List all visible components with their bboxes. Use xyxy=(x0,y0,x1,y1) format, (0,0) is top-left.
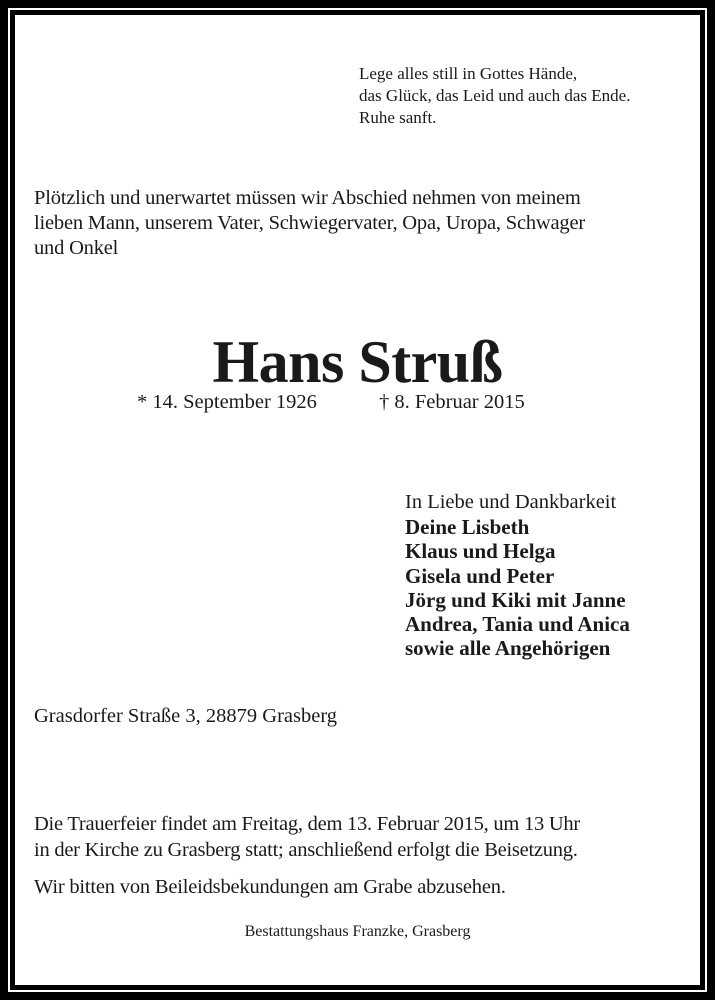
motto-line: das Glück, das Leid und auch das Ende. xyxy=(359,86,631,105)
death-date: † 8. Februar 2015 xyxy=(379,391,525,413)
obituary-page xyxy=(15,15,700,985)
mourner-item: Jörg und Kiki mit Janne xyxy=(405,587,626,612)
intro-line: und Onkel xyxy=(34,237,119,259)
intro-line: Plötzlich und unerwartet müssen wir Abschied nehmen von meinem xyxy=(34,187,581,209)
mourner-item: Gisela und Peter xyxy=(405,563,555,588)
mourners-list xyxy=(405,515,630,661)
funeral-service-info xyxy=(34,811,580,863)
announcement-intro xyxy=(34,186,585,261)
mourner-item: Klaus und Helga xyxy=(405,539,556,564)
motto-line: Ruhe sanft. xyxy=(359,108,437,127)
mourner-item: Andrea, Tania und Anica xyxy=(405,612,630,637)
memorial-motto xyxy=(359,63,630,129)
service-line: Die Trauerfeier findet am Freitag, dem 13. Februar 2015, um 13 Uhr xyxy=(34,813,580,835)
birth-date: * 14. September 1926 xyxy=(137,391,317,413)
mourner-item: sowie alle Angehörigen xyxy=(405,636,611,661)
intro-line: lieben Mann, unserem Vater, Schwiegervater, Opa, Uropa, Schwager xyxy=(34,212,586,234)
mourner-item: Deine Lisbeth xyxy=(405,515,530,539)
family-address: Grasdorfer Straße 3, 28879 Grasberg xyxy=(34,705,338,727)
obituary-border-outer xyxy=(8,8,707,992)
deceased-name: Hans Struß xyxy=(212,329,503,395)
thanks-line: In Liebe und Dankbarkeit xyxy=(405,491,617,513)
funeral-home: Bestattungshaus Franzke, Grasberg xyxy=(244,923,471,940)
condolence-note: Wir bitten von Beileidsbekundungen am Grabe abzusehen. xyxy=(34,876,506,898)
service-line: in der Kirche zu Grasberg statt; anschließend erfolgt die Beisetzung. xyxy=(34,839,578,861)
motto-line: Lege alles still in Gottes Hände, xyxy=(359,64,578,83)
